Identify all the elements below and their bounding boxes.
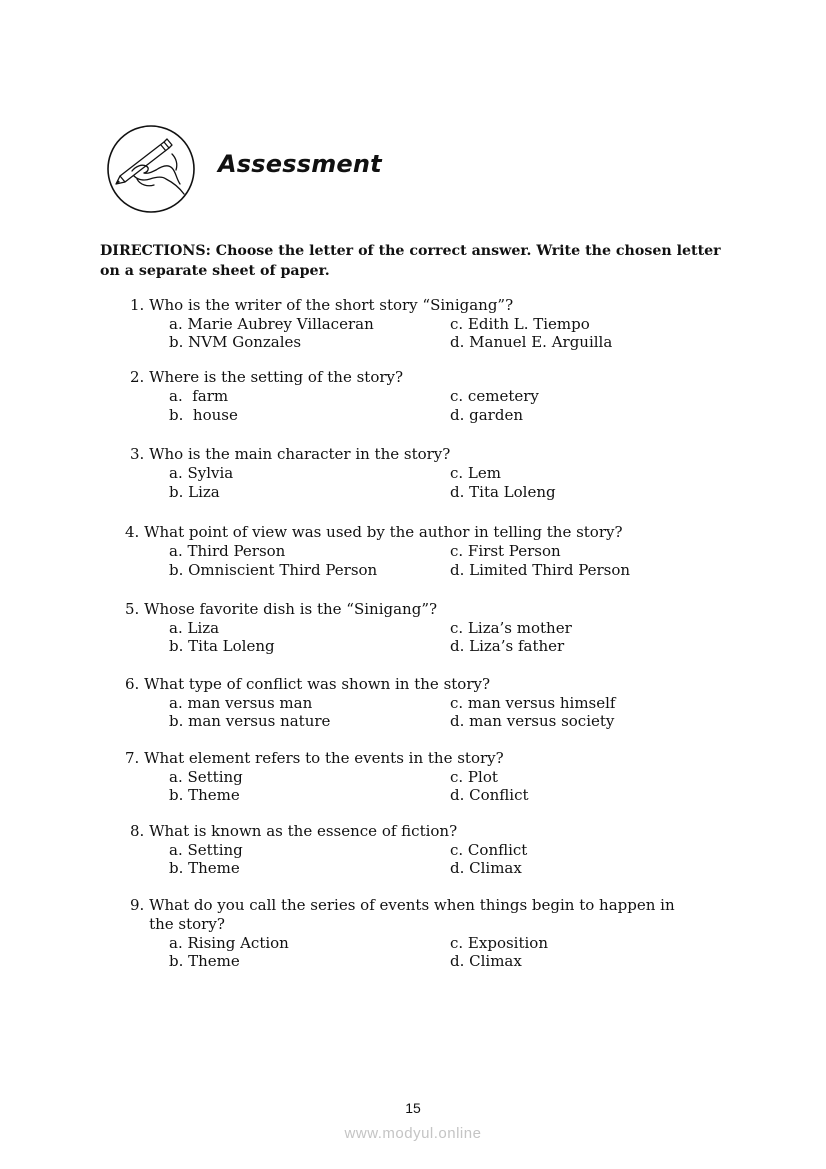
question-number: 9. bbox=[130, 896, 145, 914]
question-7 bbox=[125, 749, 704, 805]
question-1 bbox=[130, 296, 709, 352]
option-d: d. Liza’s father bbox=[450, 636, 565, 655]
question-text: What element refers to the events in the story? bbox=[144, 749, 504, 767]
option-a: a. Sylvia bbox=[169, 463, 234, 482]
option-d: d. man versus society bbox=[450, 711, 615, 730]
option-a: a. Setting bbox=[169, 767, 243, 786]
question-text: What type of conflict was shown in the story? bbox=[144, 675, 491, 693]
watermark: www.modyul.online bbox=[344, 1125, 482, 1142]
question-number: 8. bbox=[130, 822, 145, 840]
question-number: 2. bbox=[130, 368, 145, 386]
writing-hand-icon bbox=[106, 124, 196, 214]
question-number: 4. bbox=[125, 523, 140, 541]
question-6 bbox=[125, 675, 704, 731]
option-c: c. man versus himself bbox=[450, 693, 616, 712]
question-number: 5. bbox=[125, 600, 140, 618]
option-b: b. Tita Loleng bbox=[169, 636, 275, 655]
option-c: c. Lem bbox=[450, 463, 501, 482]
option-b: b. Theme bbox=[169, 858, 240, 877]
question-8 bbox=[130, 822, 709, 878]
option-c: c. First Person bbox=[450, 541, 561, 560]
option-a: a. Setting bbox=[169, 840, 243, 859]
option-d: d. garden bbox=[450, 405, 523, 424]
option-a: a. Liza bbox=[169, 618, 220, 637]
question-4 bbox=[125, 523, 704, 579]
option-d: d. Limited Third Person bbox=[450, 560, 631, 579]
option-a: a. Marie Aubrey Villaceran bbox=[169, 314, 374, 333]
option-c: c. Edith L. Tiempo bbox=[450, 314, 590, 333]
question-text: Who is the main character in the story? bbox=[149, 445, 451, 463]
question-text: What is known as the essence of fiction? bbox=[149, 822, 458, 840]
question-text: Where is the setting of the story? bbox=[149, 368, 404, 386]
option-a: a. Third Person bbox=[169, 541, 286, 560]
option-b: b. man versus nature bbox=[169, 711, 331, 730]
option-c: c. Conflict bbox=[450, 840, 528, 859]
option-c: c. Plot bbox=[450, 767, 498, 786]
option-b: b. Theme bbox=[169, 785, 240, 804]
question-2 bbox=[130, 368, 709, 424]
question-text: What do you call the series of events when things begin to happen in the story? bbox=[149, 896, 675, 933]
page-number: 15 bbox=[405, 1100, 421, 1116]
option-d: d. Tita Loleng bbox=[450, 482, 556, 501]
option-d: d. Climax bbox=[450, 858, 522, 877]
option-b: b. NVM Gonzales bbox=[169, 332, 302, 351]
option-c: c. cemetery bbox=[450, 386, 539, 405]
option-b: b. Theme bbox=[169, 952, 240, 970]
question-5 bbox=[125, 600, 704, 656]
question-3 bbox=[130, 445, 709, 501]
page-title: Assessment bbox=[218, 150, 382, 178]
question-number: 7. bbox=[125, 749, 140, 767]
option-d: d. Conflict bbox=[450, 785, 529, 804]
option-c: c. Liza’s mother bbox=[450, 618, 572, 637]
option-a: a. man versus man bbox=[169, 693, 313, 712]
question-number: 1. bbox=[130, 296, 145, 314]
option-b: b. Liza bbox=[169, 482, 220, 501]
option-d: d. Manuel E. Arguilla bbox=[450, 332, 613, 351]
question-text: Whose favorite dish is the “Sinigang”? bbox=[144, 600, 438, 618]
option-b: b. Omniscient Third Person bbox=[169, 560, 378, 579]
option-c: c. Exposition bbox=[450, 934, 548, 952]
question-number: 6. bbox=[125, 675, 140, 693]
directions-text: DIRECTIONS: Choose the letter of the correct answer. Write the chosen letter on a separate sheet of paper. bbox=[100, 243, 721, 279]
question-text: What point of view was used by the author in telling the story? bbox=[144, 523, 623, 541]
question-number: 3. bbox=[130, 445, 145, 463]
option-d: d. Climax bbox=[450, 952, 522, 970]
option-a: a. Rising Action bbox=[169, 934, 289, 952]
option-b: b. house bbox=[169, 405, 238, 424]
question-9 bbox=[130, 896, 699, 971]
question-text: Who is the writer of the short story “Sinigang”? bbox=[149, 296, 514, 314]
option-a: a. farm bbox=[169, 386, 229, 405]
